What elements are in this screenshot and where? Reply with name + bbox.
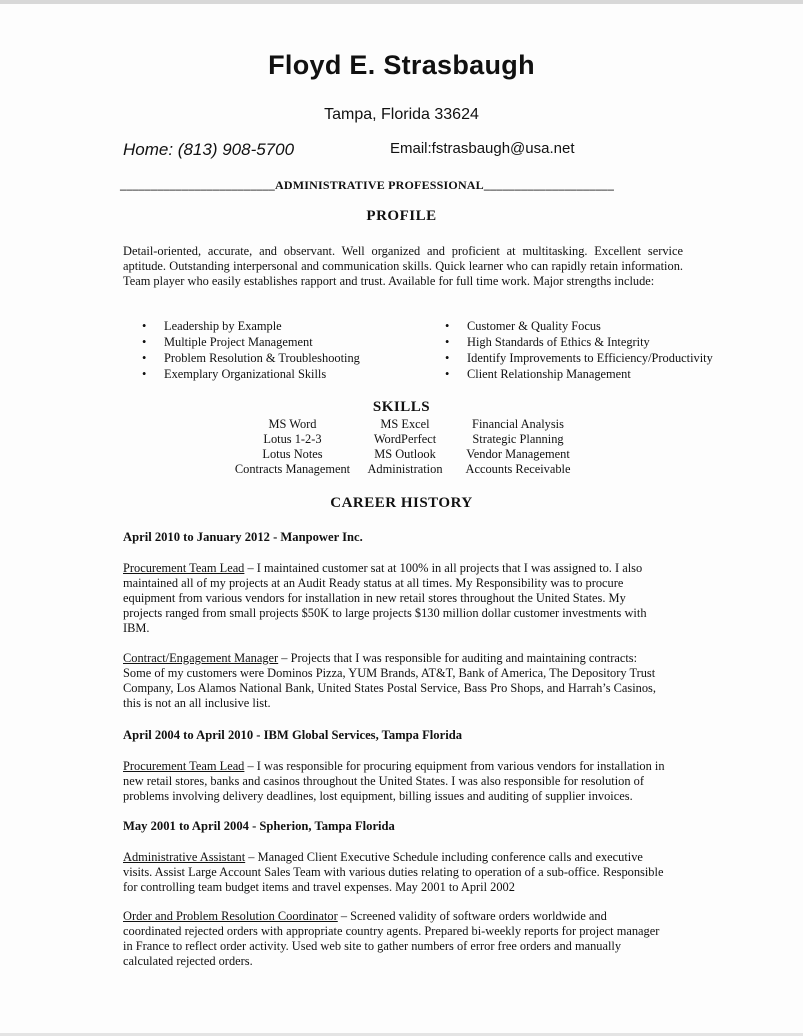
candidate-name: Floyd E. Strasbaugh xyxy=(268,50,535,80)
job-description: – Projects that I was responsible for auditing and maintaining contracts: Some of my customers were Dominos Pizza, YUM Brands, AT&T, Bank of America, The Depository Trust Company, Los Alamos National Bank, United States Postal Service, Bass Pro Shops, and Harrah’s Casinos, this is not an all inclusive list. xyxy=(123,651,656,710)
bullet-icon: • xyxy=(445,335,450,349)
strength-item: • Exemplary Organizational Skills xyxy=(142,367,327,381)
job-entry xyxy=(123,759,668,804)
profile-summary: Detail-oriented, accurate, and observant. Well organized and proficient at multitasking. Excellent service aptitude. Outstanding interpersonal and communication skills. Quick learner who can rapidly retain information. Team player who easily establishes rapport and trust. Available for full time work. Major strengths include: xyxy=(123,244,683,288)
email: Email:fstrasbaugh@usa.net xyxy=(390,140,575,157)
skill-item: MS Outlook xyxy=(374,447,436,461)
strength-item: • Client Relationship Management xyxy=(445,367,631,381)
job-heading: April 2004 to April 2010 - IBM Global Services, Tampa Florida xyxy=(123,728,462,742)
bullet-icon: • xyxy=(445,351,450,365)
strength-item: • Multiple Project Management xyxy=(142,335,313,349)
skill-item: Lotus Notes xyxy=(262,447,323,461)
job-role: Contract/Engagement Manager xyxy=(123,651,279,665)
skill-item: Accounts Receivable xyxy=(465,462,571,476)
skill-item: Vendor Management xyxy=(466,447,570,461)
phone: Home: (813) 908-5700 xyxy=(123,140,295,159)
job-role: Procurement Team Lead xyxy=(123,561,245,575)
job-role: Order and Problem Resolution Coordinator xyxy=(123,909,338,923)
job-heading: May 2001 to April 2004 - Spherion, Tampa Florida xyxy=(123,819,395,833)
strength-item: • Leadership by Example xyxy=(142,319,282,333)
skill-item: Strategic Planning xyxy=(472,432,564,446)
bullet-icon: • xyxy=(142,319,147,333)
job-description: – I maintained customer sat at 100% in all projects that I was assigned to. I also maintained all of my projects at an Audit Ready status at all times. My Responsibility was to procure equipment from various vendors for installation in new retail stores throughout the United States. My projects ranged from small projects $50K to large projects $130 million dollar customer investments with IBM. xyxy=(123,561,647,635)
job-role: Procurement Team Lead xyxy=(123,759,245,773)
skills-heading: SKILLS xyxy=(372,399,431,415)
title-banner: _________________________ADMINISTRATIVE PROFESSIONAL_____________________ xyxy=(120,178,615,192)
job-entry xyxy=(123,651,668,711)
job-description: – Screened validity of software orders worldwide and coordinated rejected orders with appropriate country agents. Prepared bi-weekly reports for project manager in France to reflect order activity. Used web site to gather numbers of error free orders and manually calculated rejected orders. xyxy=(123,909,660,968)
bullet-icon: • xyxy=(142,335,147,349)
job-entry xyxy=(123,561,668,636)
strength-item: • Problem Resolution & Troubleshooting xyxy=(142,351,360,365)
career-heading: CAREER HISTORY xyxy=(330,495,473,511)
job-role: Administrative Assistant xyxy=(123,850,246,864)
skill-item: WordPerfect xyxy=(373,432,437,446)
skill-item: Financial Analysis xyxy=(472,417,564,431)
profile-heading: PROFILE xyxy=(366,208,437,224)
strength-item: • Identify Improvements to Efficiency/Productivity xyxy=(445,351,713,365)
strength-item: • Customer & Quality Focus xyxy=(445,319,601,333)
job-entry xyxy=(123,850,668,895)
job-description: – Managed Client Executive Schedule including conference calls and executive visits. Assist Large Account Sales Team with various duties relating to operation of a sub-office. Responsible for controlling team budget items and travel expenses. May 2001 to April 2002 xyxy=(123,850,664,894)
bullet-icon: • xyxy=(142,351,147,365)
skill-item: MS Excel xyxy=(380,417,430,431)
bullet-icon: • xyxy=(445,367,450,381)
skill-item: Contracts Management xyxy=(234,462,351,476)
skill-item: Administration xyxy=(367,462,443,476)
strength-item: • High Standards of Ethics & Integrity xyxy=(445,335,650,349)
bullet-icon: • xyxy=(142,367,147,381)
bullet-icon: • xyxy=(445,319,450,333)
job-entry xyxy=(123,909,668,969)
skill-item: Lotus 1-2-3 xyxy=(263,432,322,446)
job-heading: April 2010 to January 2012 - Manpower Inc. xyxy=(123,530,363,544)
address: Tampa, Florida 33624 xyxy=(324,106,479,123)
skill-item: MS Word xyxy=(268,417,317,431)
job-description: – I was responsible for procuring equipment from various vendors for installation in new retail stores, banks and casinos throughout the United States. I was also responsible for resolution of problems involving delivery deadlines, lost equipment, billing issues and auditing of supplier invoices. xyxy=(123,759,665,803)
page-top-edge xyxy=(0,0,803,4)
